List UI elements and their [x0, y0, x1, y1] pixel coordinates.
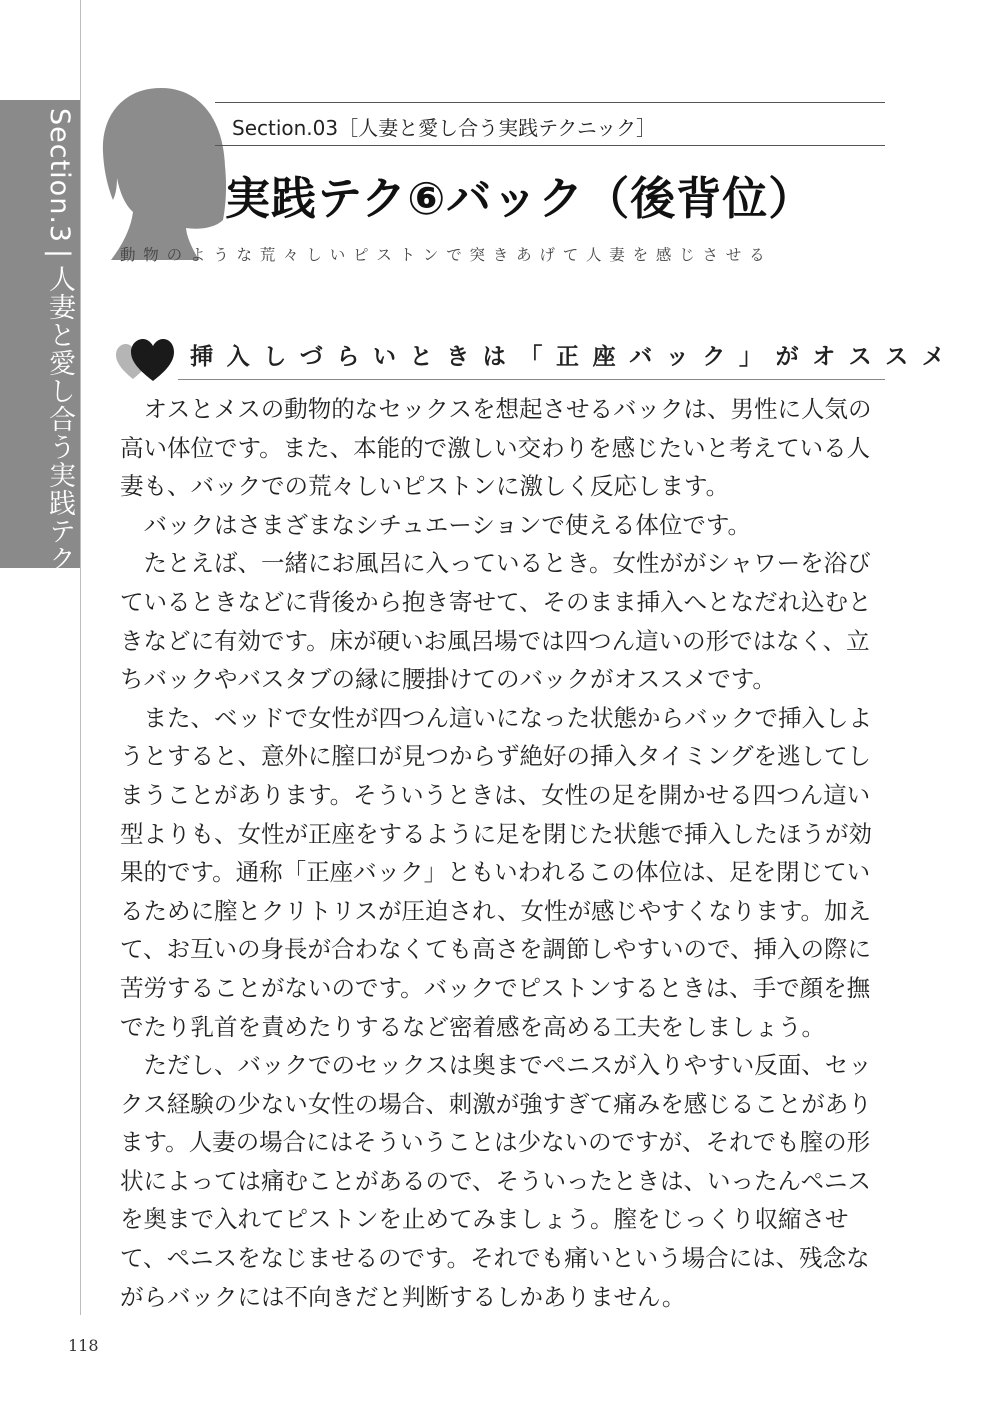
side-tab-title: 人妻と愛し合う実践テクニック: [44, 265, 75, 658]
side-tab-text: [40, 108, 79, 657]
side-tab-separator: |: [44, 249, 75, 260]
section-label: Section.03［人妻と愛し合う実践テクニック］: [232, 116, 657, 140]
article-body: [120, 390, 890, 1316]
body-paragraph: また、ベッドで女性が四つん這いになった状態からバックで挿入しようとすると、意外に膣口が見つからず絶好の挿入タイミングを逃してしまうことがあります。そういうときは、女性の足を開かせる四つん這い型よりも、女性が正座をするように足を閉じた状態で挿入したほうが効果的です。通称「正座バック」ともいわれるこの体位は、足を閉じているために膣とクリトリスが圧迫され、女性が感じやすくなります。加えて、お互いの身長が合わなくても高さを調節しやすいので、挿入の際に苦労することがないのです。バックでピストンするときは、手で顔を撫でたり乳首を責めたりするなど密着感を高める工夫をしましょう。: [120, 703, 872, 1041]
double-heart-icon: [115, 335, 175, 385]
article-heading: 挿入しづらいときは「正座バック」がオススメ: [190, 344, 959, 370]
side-tab-section: Section.3: [44, 108, 75, 244]
page-title: 実践テク⑥バック（後背位）: [225, 172, 815, 225]
body-paragraph: たとえば、一緒にお風呂に入っているとき。女性ががシャワーを浴びているときなどに背後から抱き寄せて、そのまま挿入へとなだれ込むときなどに有効です。床が硬いお風呂場では四つん這いの形ではなく、立ちバックやバスタブの縁に腰掛けてのバックがオススメです。: [120, 549, 872, 694]
page-number: 118: [68, 1336, 99, 1355]
body-paragraph: オスとメスの動物的なセックスを想起させるバックは、男性に人気の高い体位です。また、本能的で激しい交わりを感じたいと考えている人妻も、バックでの荒々しいピストンに激しく反応します。: [120, 395, 872, 501]
heading-underline: [178, 379, 885, 380]
margin-rule: [80, 0, 81, 1315]
body-paragraph: バックはさまざまなシチュエーションで使える体位です。: [143, 510, 751, 539]
header-rule-mid: [215, 145, 885, 146]
header-rule-top: [215, 102, 885, 103]
page-subtitle: 動物のような荒々しいピストンで突きあげて人妻を感じさせる: [120, 246, 773, 264]
woman-head-silhouette-icon: [95, 82, 230, 267]
body-paragraph: ただし、バックでのセックスは奥までペニスが入りやすい反面、セックス経験の少ない女性の場合、刺激が強すぎて痛みを感じることがあります。人妻の場合にはそういうことは少ないのですが、それでも膣の形状によっては痛むことがあるので、そういったときは、いったんペニスを奥まで入れてピストンを止めてみましょう。膣をじっくり収縮させて、ペニスをなじませるのです。それでも痛いという場合には、残念ながらバックには不向きだと判断するしかありません。: [120, 1051, 872, 1311]
